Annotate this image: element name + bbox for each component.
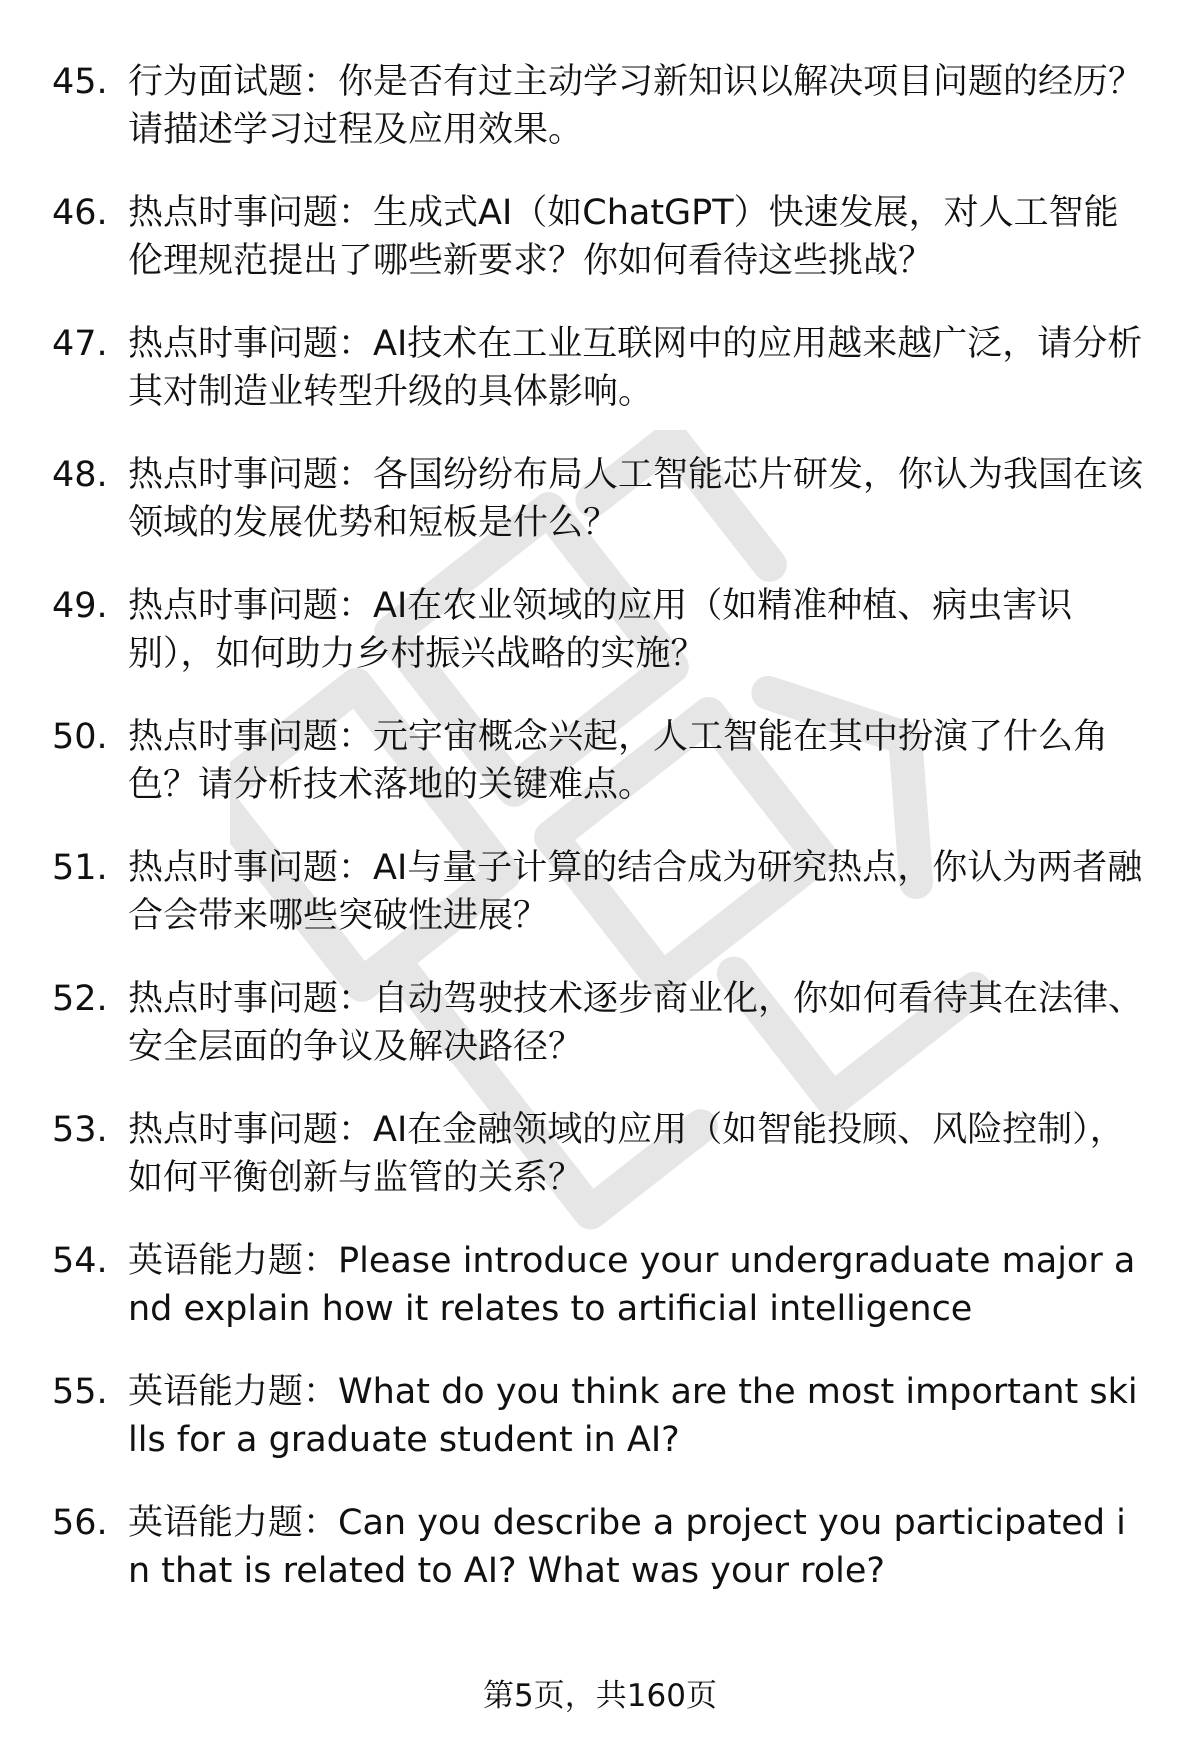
question-text: 热点时事问题：各国纷纷布局人工智能芯片研发，你认为我国在该领域的发展优势和短板是什么？ [128, 455, 1144, 543]
list-item [52, 58, 1152, 189]
list-item [52, 975, 1152, 1106]
question-number: 48. [52, 455, 108, 495]
question-number: 45. [52, 62, 108, 102]
list-item [52, 1368, 1152, 1499]
question-list [52, 58, 1152, 1630]
question-number: 51. [52, 848, 108, 888]
list-item [52, 1237, 1152, 1368]
question-number: 49. [52, 586, 108, 626]
list-item [52, 451, 1152, 582]
question-text: 行为面试题：你是否有过主动学习新知识以解决项目问题的经历？请描述学习过程及应用效果。 [128, 62, 1144, 150]
page-footer [0, 1676, 1200, 1716]
question-number: 50. [52, 717, 108, 757]
question-number: 55. [52, 1372, 108, 1412]
question-number: 47. [52, 324, 108, 364]
question-number: 53. [52, 1110, 108, 1150]
question-text: 热点时事问题：元宇宙概念兴起，人工智能在其中扮演了什么角色？请分析技术落地的关键难点。 [128, 717, 1109, 805]
list-item [52, 1499, 1152, 1630]
question-number: 56. [52, 1503, 108, 1543]
list-item [52, 320, 1152, 451]
question-text: 热点时事问题：AI技术在工业互联网中的应用越来越广泛，请分析其对制造业转型升级的具体影响。 [128, 324, 1143, 412]
list-item [52, 189, 1152, 320]
question-text: 热点时事问题：AI在金融领域的应用（如智能投顾、风险控制），如何平衡创新与监管的关系？ [128, 1110, 1125, 1198]
question-text: 英语能力题：Can you describe a project you participated in that is related to AI? What was your role? [128, 1503, 1126, 1591]
question-text: 热点时事问题：AI在农业领域的应用（如精准种植、病虫害识别），如何助力乡村振兴战略的实施？ [128, 586, 1073, 674]
question-text: 热点时事问题：自动驾驶技术逐步商业化，你如何看待其在法律、安全层面的争议及解决路径？ [128, 979, 1144, 1067]
question-text: 英语能力题：What do you think are the most important skills for a graduate student in AI? [128, 1372, 1138, 1460]
list-item [52, 713, 1152, 844]
question-number: 46. [52, 193, 108, 233]
question-text: 热点时事问题：生成式AI（如ChatGPT）快速发展，对人工智能伦理规范提出了哪些新要求？你如何看待这些挑战？ [128, 193, 1119, 281]
question-number: 54. [52, 1241, 108, 1281]
list-item [52, 582, 1152, 713]
list-item [52, 1106, 1152, 1237]
question-number: 52. [52, 979, 108, 1019]
question-text: 英语能力题：Please introduce your undergraduate major and explain how it relates to artificial intelligence [128, 1241, 1136, 1329]
question-text: 热点时事问题：AI与量子计算的结合成为研究热点，你认为两者融合会带来哪些突破性进展？ [128, 848, 1143, 936]
list-item [52, 844, 1152, 975]
page-number: 第5页，共160页 [483, 1678, 717, 1714]
